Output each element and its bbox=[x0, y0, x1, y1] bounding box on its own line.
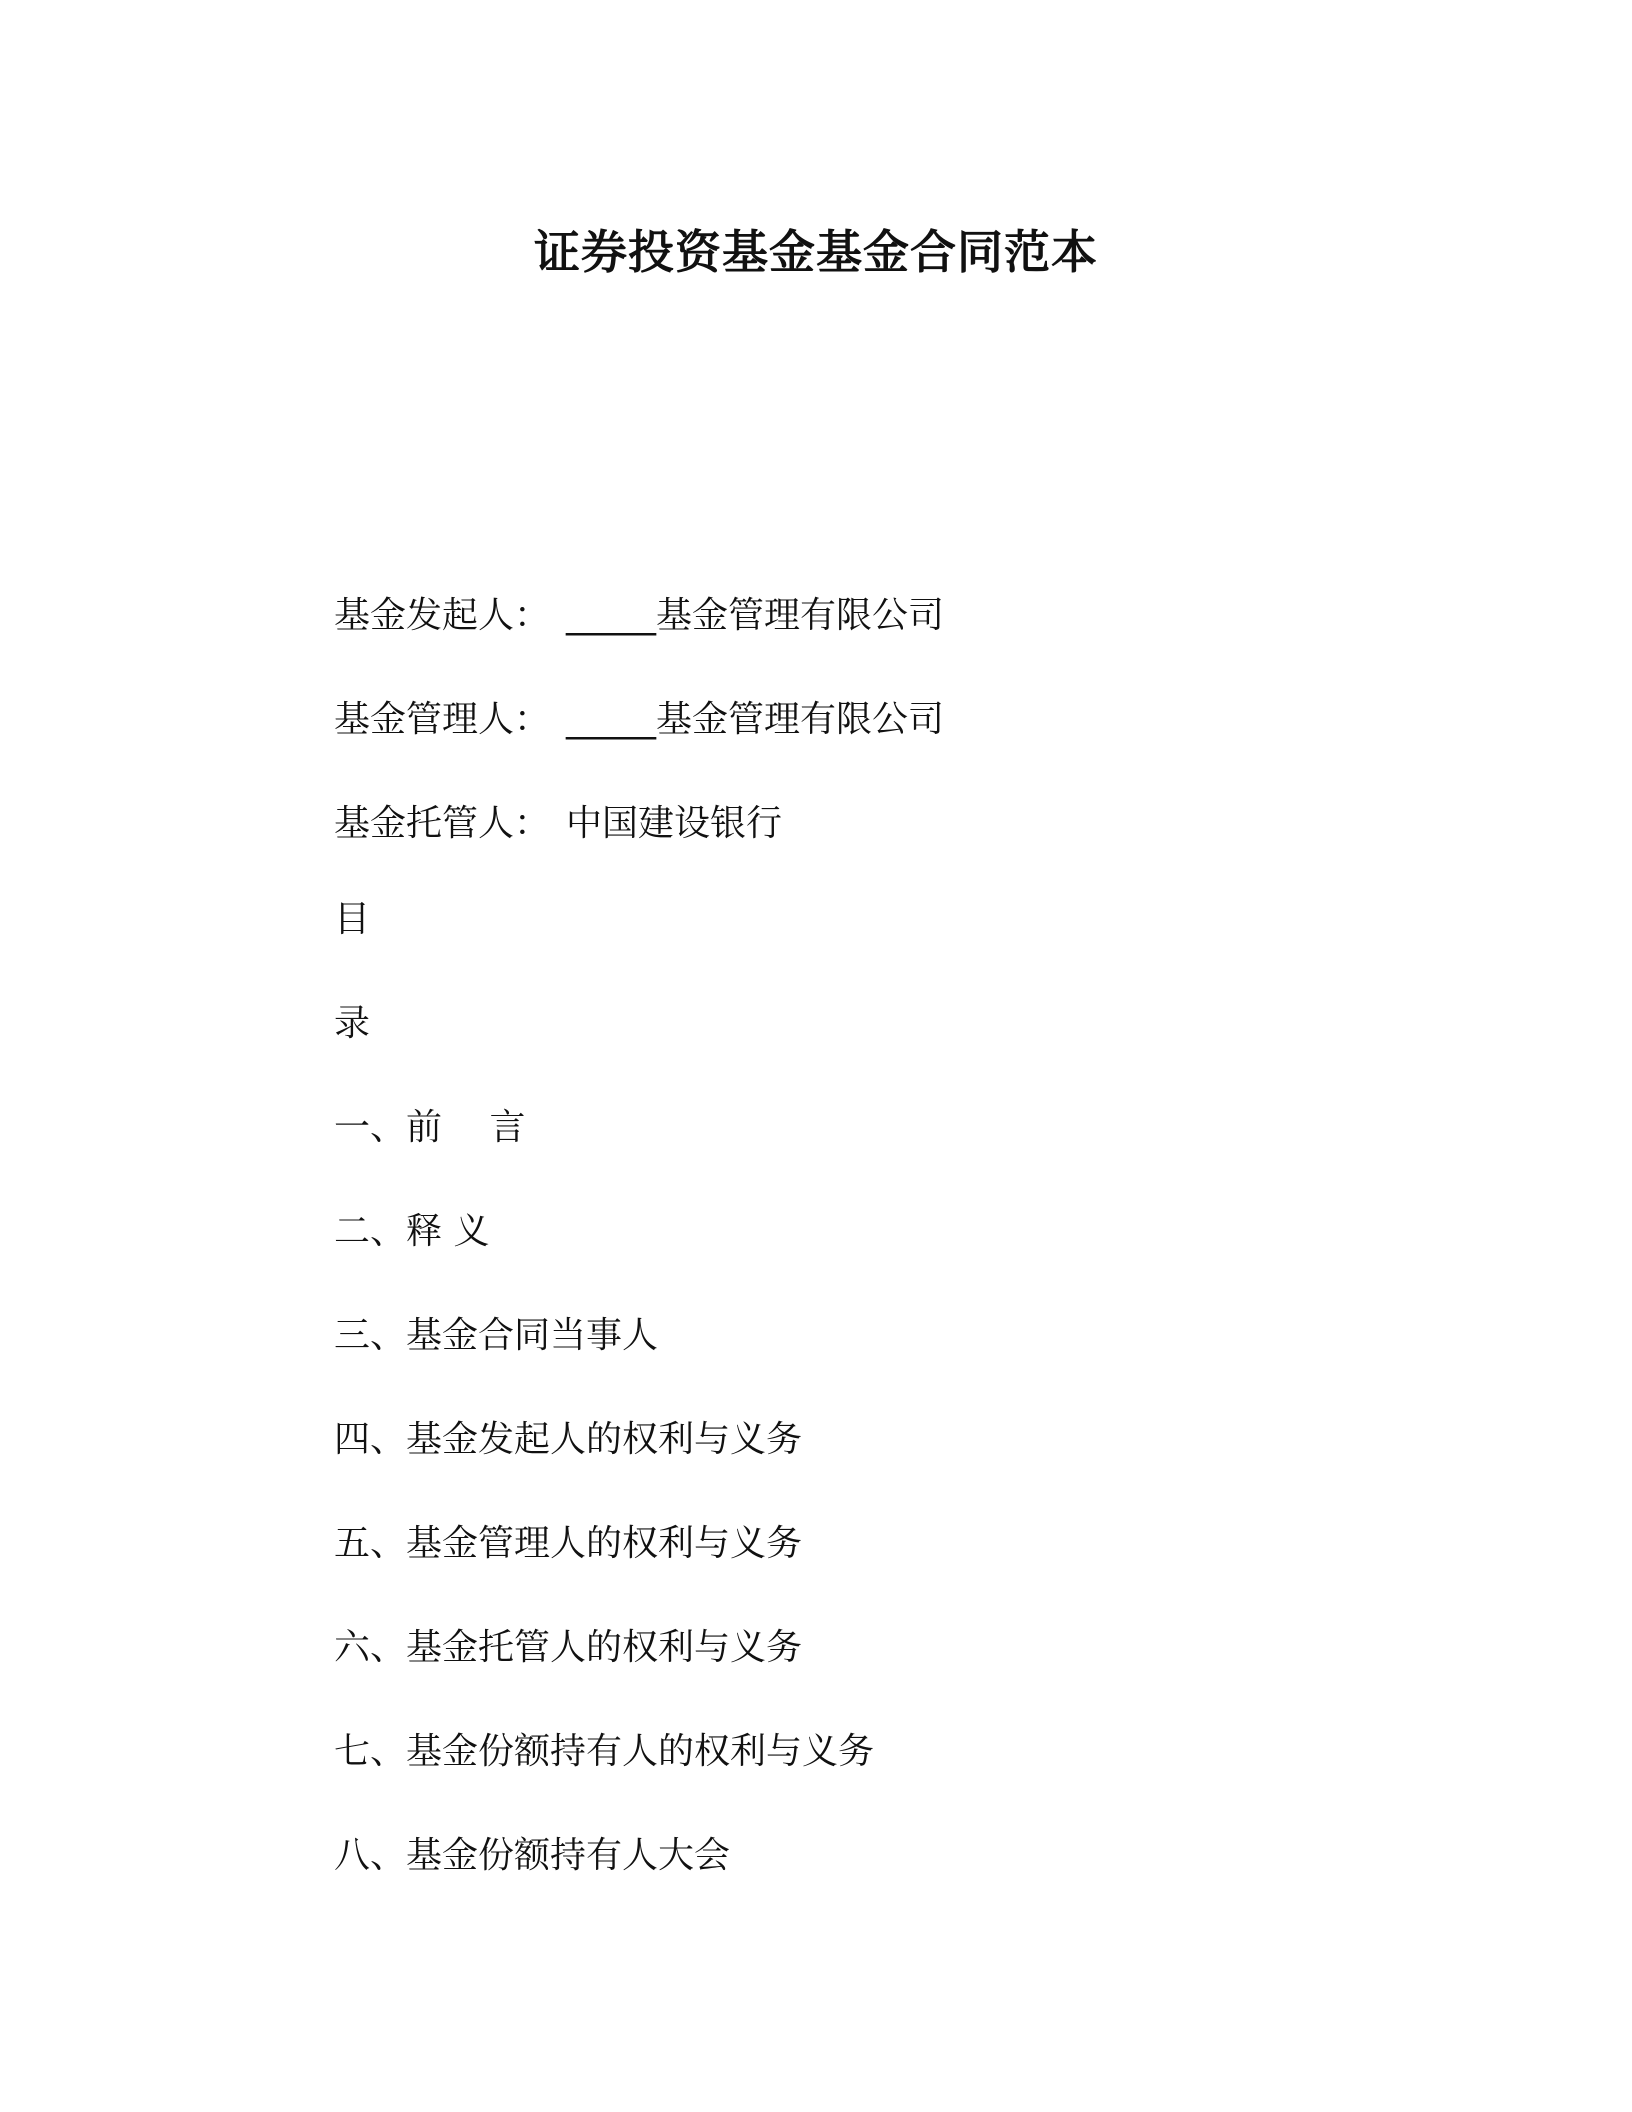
document-title: 证券投资基金基金合同范本 bbox=[534, 225, 1098, 279]
party-label: 基金托管人： bbox=[334, 803, 551, 844]
party-initiator bbox=[334, 592, 944, 640]
party-list bbox=[334, 592, 944, 904]
toc-item: 五、基金管理人的权利与义务 bbox=[334, 1523, 803, 1564]
party-label: 基金管理人： bbox=[334, 699, 551, 740]
toc-item: 八、基金份额持有人大会 bbox=[334, 1835, 731, 1876]
party-label: 基金发起人： bbox=[334, 595, 551, 636]
toc-item: 六、基金托管人的权利与义务 bbox=[334, 1627, 803, 1668]
toc-item: 七、基金份额持有人的权利与义务 bbox=[334, 1731, 875, 1772]
party-custodian bbox=[334, 800, 944, 848]
party-value: 中国建设银行 bbox=[566, 803, 783, 844]
table-of-contents bbox=[334, 896, 874, 1936]
party-manager bbox=[334, 696, 944, 744]
party-value: _____基金管理有限公司 bbox=[566, 699, 945, 740]
toc-heading-char: 录 bbox=[334, 1003, 371, 1044]
toc-item: 四、基金发起人的权利与义务 bbox=[334, 1419, 803, 1460]
toc-heading-char: 目 bbox=[334, 899, 371, 940]
party-value: _____基金管理有限公司 bbox=[566, 595, 945, 636]
toc-item: 一、前 言 bbox=[334, 1107, 526, 1148]
toc-item: 二、释 义 bbox=[334, 1211, 490, 1252]
toc-item: 三、基金合同当事人 bbox=[334, 1315, 659, 1356]
